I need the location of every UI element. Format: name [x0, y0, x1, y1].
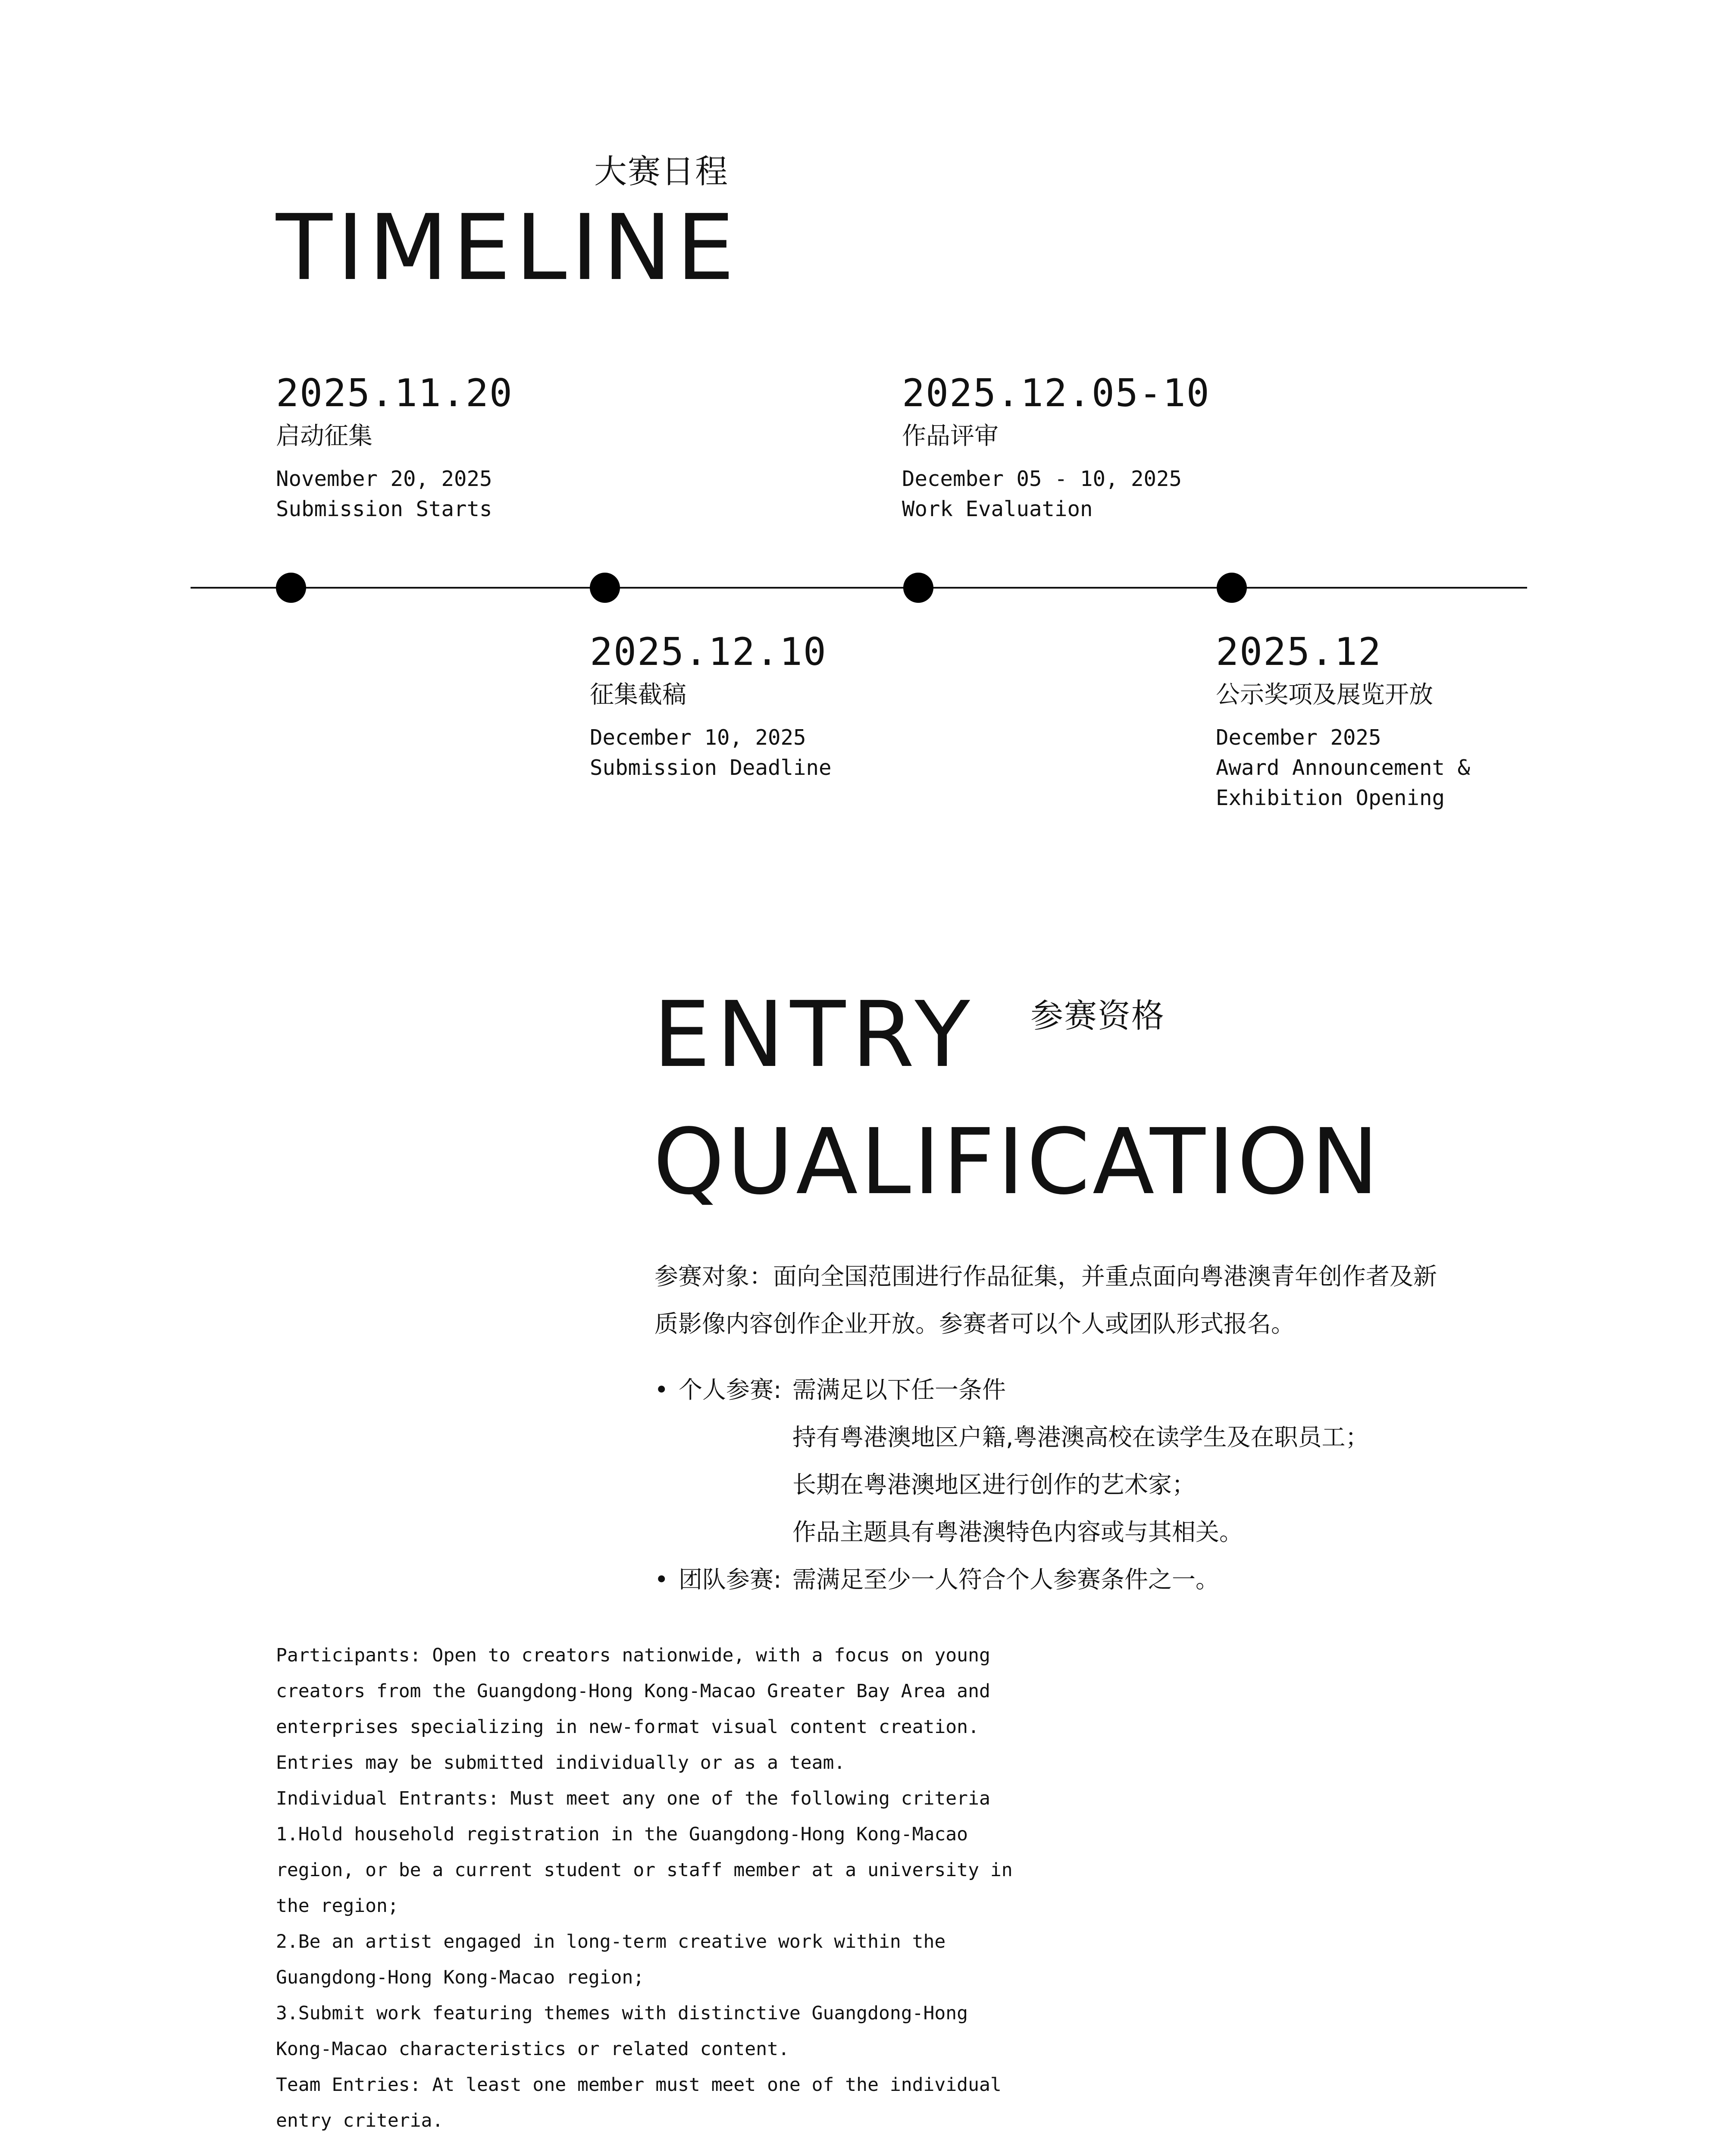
event-label-en: December 10, 2025 Submission Deadline	[590, 725, 832, 780]
event-label-cn: 作品评审	[902, 422, 999, 450]
event-label-en: December 2025 Award Announcement & Exhibition Opening	[1216, 725, 1471, 810]
english-line: region, or be a current student or staff member at a university in	[276, 1859, 1013, 1881]
timeline-dot	[1217, 573, 1247, 603]
english-line: Kong-Macao characteristics or related content.	[276, 2038, 789, 2060]
timeline-dot	[590, 573, 620, 603]
timeline-dot	[903, 573, 933, 603]
team-entry-block	[654, 1556, 1219, 1603]
event-date: 2025.12.05-10	[902, 371, 1210, 415]
english-line: 1.Hold household registration in the Guangdong-Hong Kong-Macao	[276, 1824, 968, 1845]
individual-entry-block	[654, 1366, 1369, 1556]
qualification-intro-cn	[654, 1253, 1465, 1348]
timeline-event-evaluation	[902, 371, 1210, 524]
english-line: Guangdong-Hong Kong-Macao region;	[276, 1967, 645, 1988]
english-line: 3.Submit work featuring themes with distinctive Guangdong-Hong	[276, 2002, 968, 2024]
team-entry-lead: 需满足至少一人符合个人参赛条件之一。	[792, 1566, 1220, 1593]
english-line: the region;	[276, 1895, 399, 1917]
individual-criterion: 持有粤港澳地区户籍,粤港澳高校在读学生及在职员工；	[792, 1423, 1369, 1451]
timeline-event-deadline	[590, 630, 832, 783]
qualification-title-line1: ENTRY	[653, 982, 976, 1087]
individual-entry-label: 个人参赛:	[679, 1376, 782, 1404]
event-label-cn: 启动征集	[276, 422, 373, 450]
english-line: 2.Be an artist engaged in long-term creative work within the	[276, 1931, 946, 1952]
timeline-event-award	[1216, 630, 1471, 813]
event-label-en: November 20, 2025 Submission Starts	[276, 467, 492, 521]
event-label-cn: 征集截稿	[590, 681, 686, 709]
english-line: entry criteria.	[276, 2110, 444, 2131]
event-date: 2025.12	[1216, 630, 1382, 674]
individual-entry-lead: 需满足以下任一条件	[792, 1376, 1006, 1404]
timeline-axis	[191, 587, 1527, 589]
event-label-cn: 公示奖项及展览开放	[1216, 681, 1433, 709]
bullet-mark: •	[654, 1566, 669, 1593]
timeline-event-submission-start	[276, 371, 513, 524]
individual-criterion: 作品主题具有粤港澳特色内容或与其相关。	[792, 1518, 1243, 1546]
qualification-title-line2: QUALIFICATION	[653, 1109, 1381, 1215]
timeline-title-cn: 大赛日程	[594, 152, 729, 191]
event-date: 2025.11.20	[276, 371, 513, 415]
team-entry-label: 团队参赛:	[679, 1566, 782, 1593]
intro-line: 参赛对象：面向全国范围进行作品征集，并重点面向粤港澳青年创作者及新	[654, 1263, 1437, 1290]
english-line: Participants: Open to creators nationwide, with a focus on young	[276, 1645, 990, 1666]
event-date: 2025.12.10	[590, 630, 827, 674]
timeline-title: TIMELINE	[276, 195, 739, 301]
bullet-mark: •	[654, 1376, 669, 1404]
english-line: creators from the Guangdong-Hong Kong-Macao Greater Bay Area and	[276, 1680, 990, 1702]
english-line: Team Entries: At least one member must meet one of the individual	[276, 2074, 1002, 2096]
event-label-en: December 05 - 10, 2025 Work Evaluation	[902, 467, 1182, 521]
qualification-text-en	[276, 1638, 1035, 2139]
qualification-title-cn: 参赛资格	[1030, 997, 1165, 1035]
english-line: Individual Entrants: Must meet any one of the following criteria	[276, 1788, 990, 1809]
timeline-dot	[276, 573, 306, 603]
individual-criterion: 长期在粤港澳地区进行创作的艺术家；	[792, 1471, 1196, 1498]
english-line: Entries may be submitted individually or as a team.	[276, 1752, 845, 1774]
english-line: enterprises specializing in new-format visual content creation.	[276, 1716, 979, 1738]
intro-line: 质影像内容创作企业开放。参赛者可以个人或团队形式报名。	[654, 1310, 1295, 1338]
